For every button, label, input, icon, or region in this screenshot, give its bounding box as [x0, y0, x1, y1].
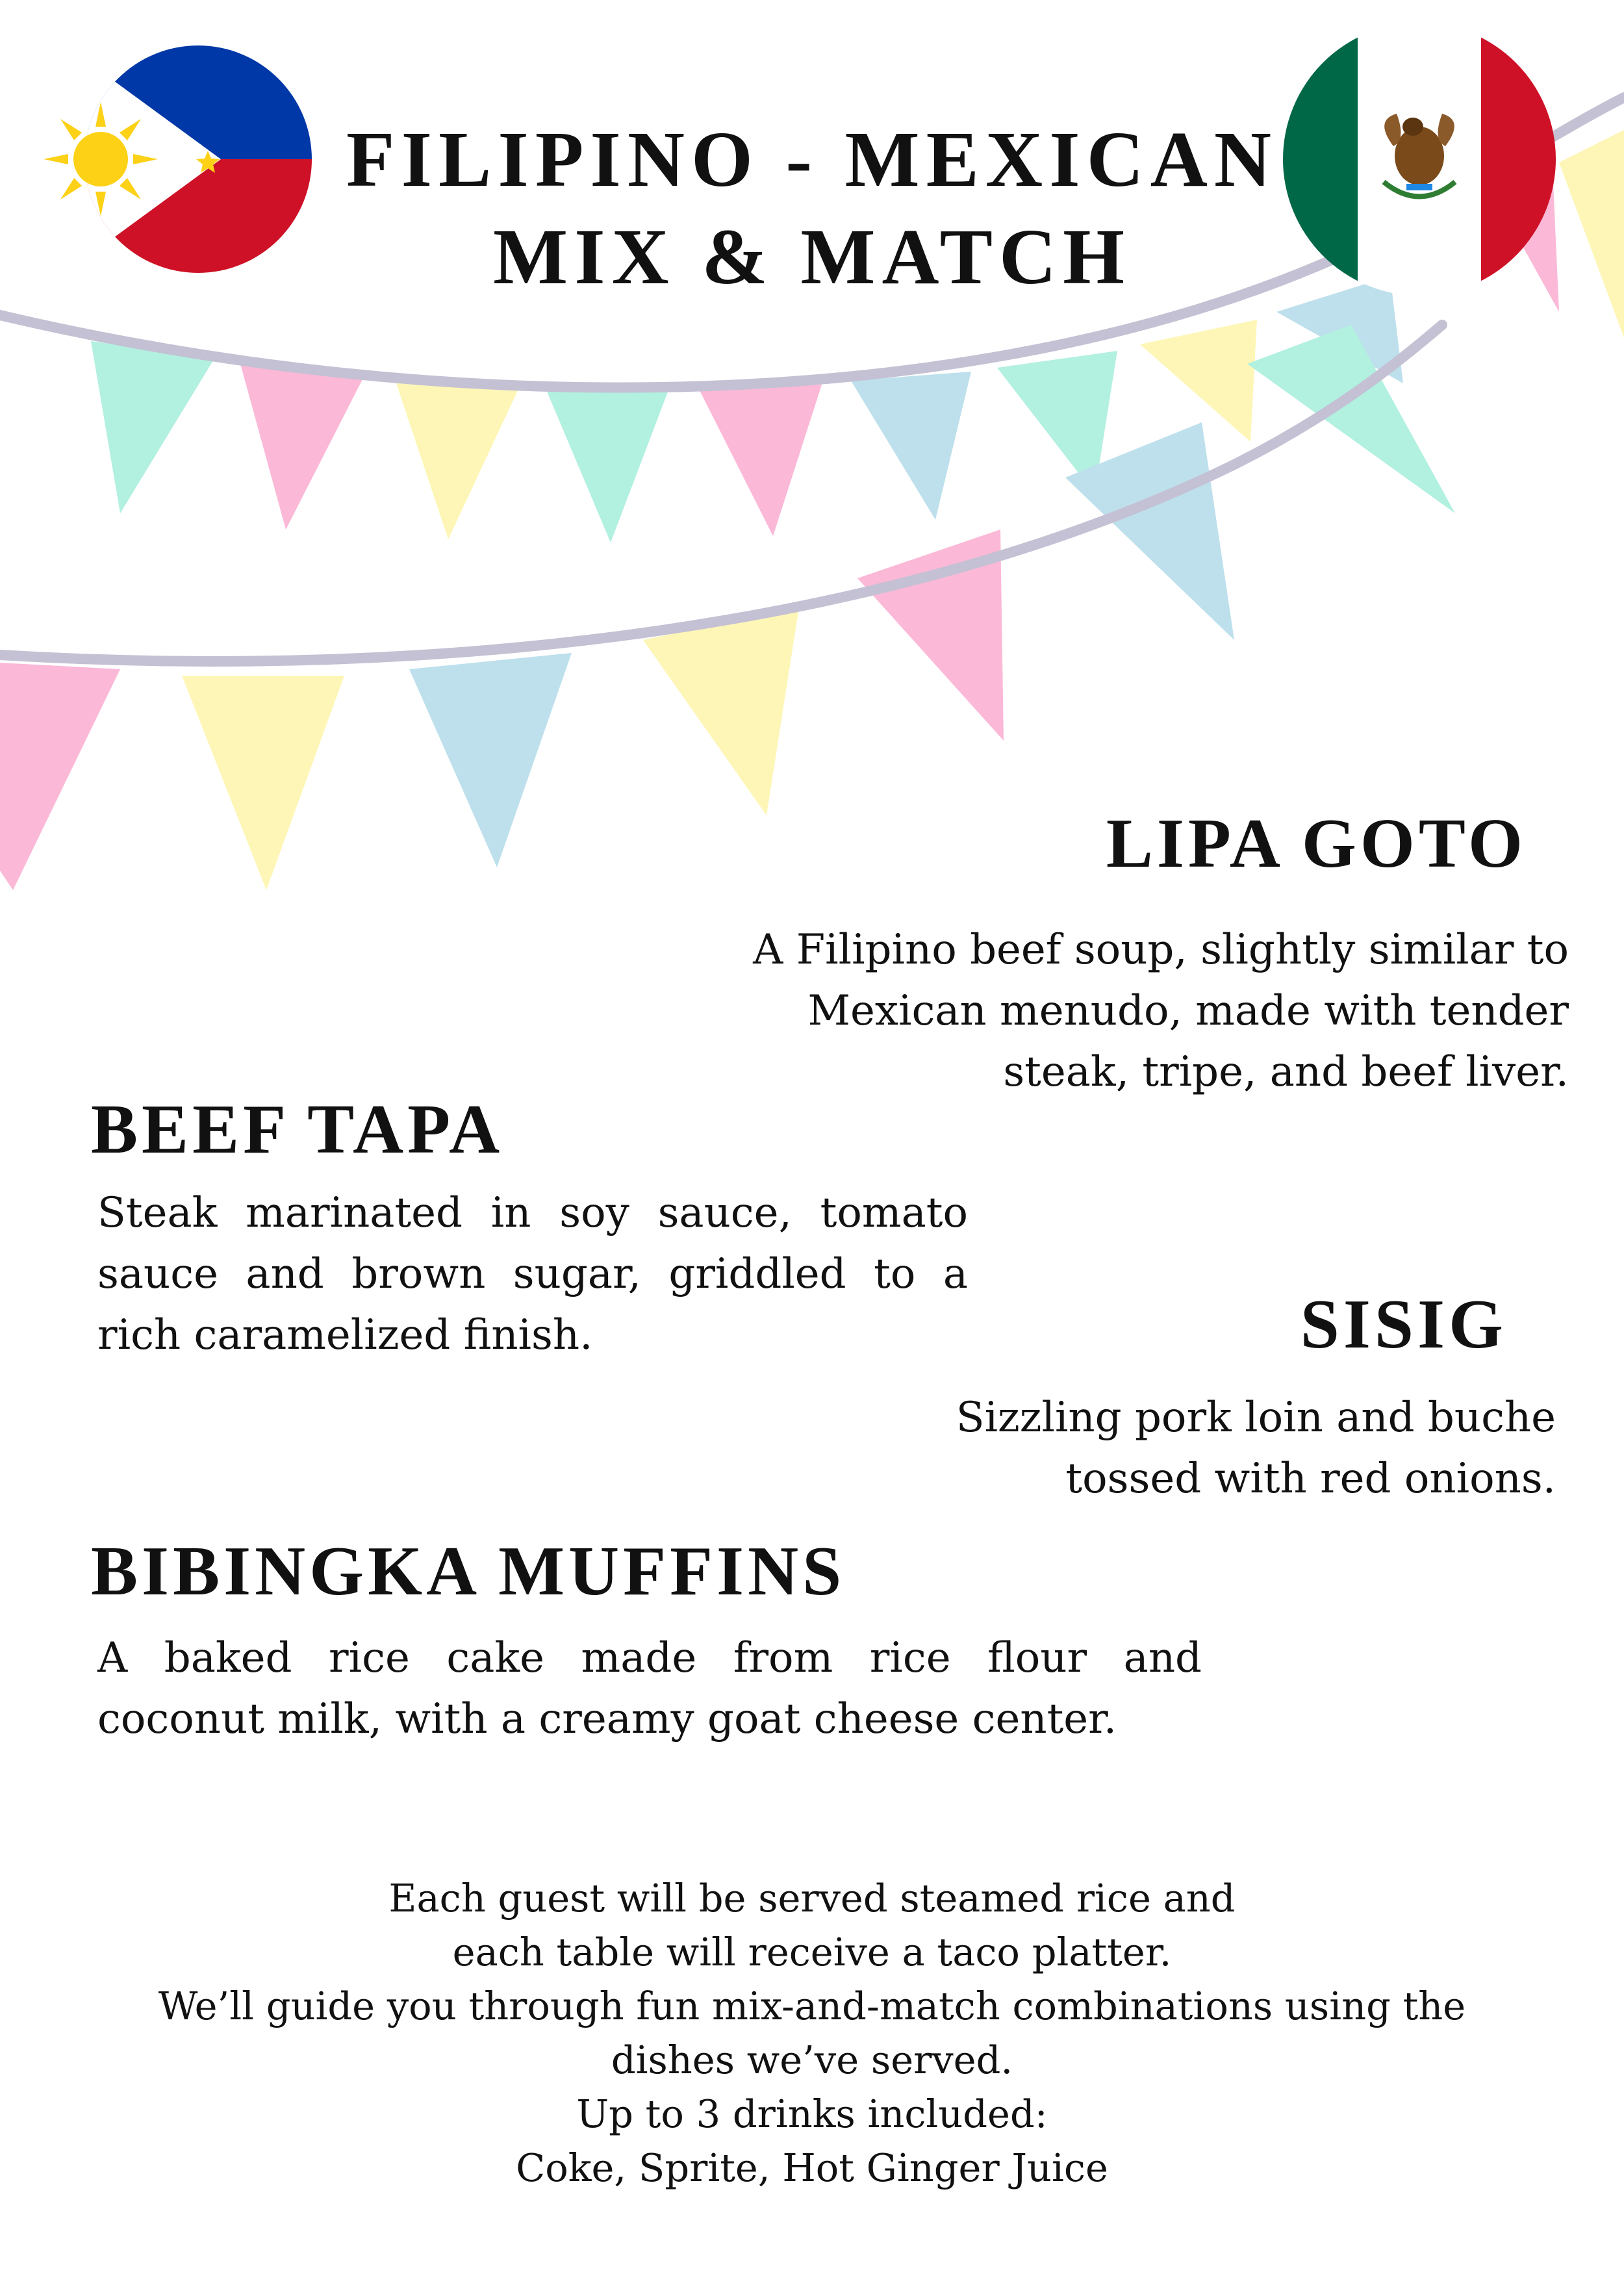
description-line: tossed with red onions. [1065, 1455, 1556, 1503]
pennant [409, 653, 572, 867]
description-line: sauce and brown sugar, griddled to a [97, 1250, 968, 1298]
pennant [698, 385, 822, 536]
pennant [1140, 320, 1257, 442]
footer-line: dishes we’ve served. [611, 2038, 1013, 2082]
page-title-line-1: FILIPINO - MEXICAN [346, 116, 1278, 203]
pennant [396, 383, 520, 539]
description-line: A Filipino beef soup, slightly similar to [753, 926, 1569, 974]
pennant [851, 372, 971, 520]
footer-line: Each guest will be served steamed rice and [388, 1876, 1236, 1921]
footer-line: We’ll guide you through fun mix-and-match combinations using the [158, 1984, 1466, 2028]
pennant [546, 389, 669, 543]
footer-line: each table will receive a taco platter. [452, 1930, 1172, 1974]
page-title-line-2: MIX & MATCH [493, 213, 1131, 301]
mexico-flag-icon [1280, 19, 1559, 299]
dish-description-lipa-goto [627, 919, 1569, 1103]
pennant [643, 607, 799, 815]
footer-notes [65, 1871, 1559, 2195]
pennant [182, 676, 344, 890]
dish-name-bibingka-muffins: BIBINGKA MUFFINS [91, 1533, 846, 1610]
footer-line: Coke, Sprite, Hot Ginger Juice [516, 2145, 1108, 2190]
dish-description-sisig [776, 1387, 1556, 1509]
description-line: coconut milk, with a creamy goat cheese center. [97, 1695, 1117, 1743]
pennant [240, 364, 364, 530]
pennant [0, 663, 120, 890]
dish-name-beef-tapa: BEEF TAPA [91, 1091, 504, 1168]
dish-description-bibingka-muffins [97, 1628, 1202, 1750]
description-line: rich caramelized finish. [97, 1311, 593, 1359]
description-line: A baked rice cake made from rice flour and [97, 1634, 1202, 1682]
dish-description-beef-tapa [97, 1182, 968, 1366]
description-line: Steak marinated in soy sauce, tomato [97, 1189, 968, 1237]
dish-name-sisig: SISIG [1300, 1286, 1507, 1363]
footer-line: Up to 3 drinks included: [576, 2091, 1048, 2136]
description-line: Mexican menudo, made with tender [807, 987, 1569, 1035]
philippines-flag-icon [39, 26, 338, 292]
pennant [1247, 325, 1455, 513]
dish-name-lipa-goto: LIPA GOTO [1106, 805, 1527, 882]
pennant [91, 341, 214, 513]
description-line: Sizzling pork loin and buche [956, 1394, 1556, 1442]
pennant [1559, 130, 1624, 338]
description-line: steak, tripe, and beef liver. [1003, 1048, 1569, 1096]
